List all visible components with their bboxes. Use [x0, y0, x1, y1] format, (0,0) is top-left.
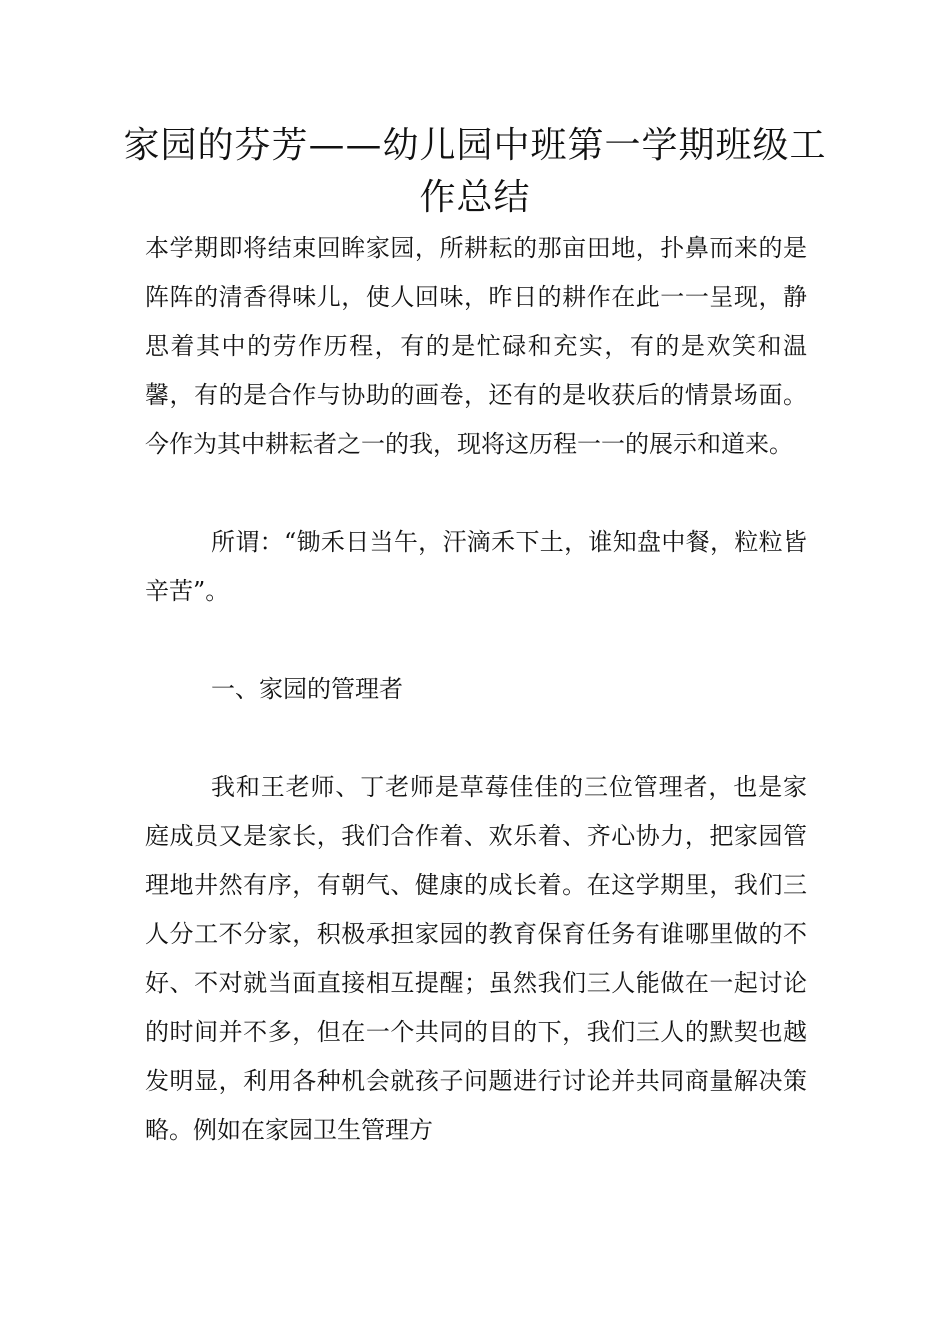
paragraph-intro: 本学期即将结束回眸家园，所耕耘的那亩田地，扑鼻而来的是阵阵的清香得味儿，使人回味，昨日的耕作在此一一呈现，静思着其中的劳作历程，有的是忙碌和充实，有的是欢笑和温馨，有的是合作与协助的画卷，还有的是收获后的情景场面。今作为其中耕耘者之一的我，现将这历程一一的展示和道来。: [145, 234, 807, 458]
paragraph-gap: [145, 469, 807, 518]
paragraph-quote: 所谓：“锄禾日当午，汗滴禾下土，谁知盘中餐，粒粒皆辛苦”。: [145, 528, 807, 605]
section-heading: 一、家园的管理者: [211, 675, 403, 703]
paragraph-gap: [145, 714, 807, 763]
document-body: [145, 224, 807, 1155]
document-title: 家园的芬芳——幼儿园中班第一学期班级工作总结: [123, 125, 827, 218]
paragraph-managers: 我和王老师、丁老师是草莓佳佳的三位管理者，也是家庭成员又是家长，我们合作着、欢乐着、齐心协力，把家园管理地井然有序，有朝气、健康的成长着。在这学期里，我们三人分工不分家，积极承担家园的教育保育任务有谁哪里做的不好、不对就当面直接相互提醒；虽然我们三人能做在一起讨论的时间并不多，但在一个共同的目的下，我们三人的默契也越发明显，利用各种机会就孩子问题进行讨论并共同商量解决策略。例如在家园卫生管理方: [145, 773, 807, 1144]
paragraph-gap: [145, 616, 807, 665]
